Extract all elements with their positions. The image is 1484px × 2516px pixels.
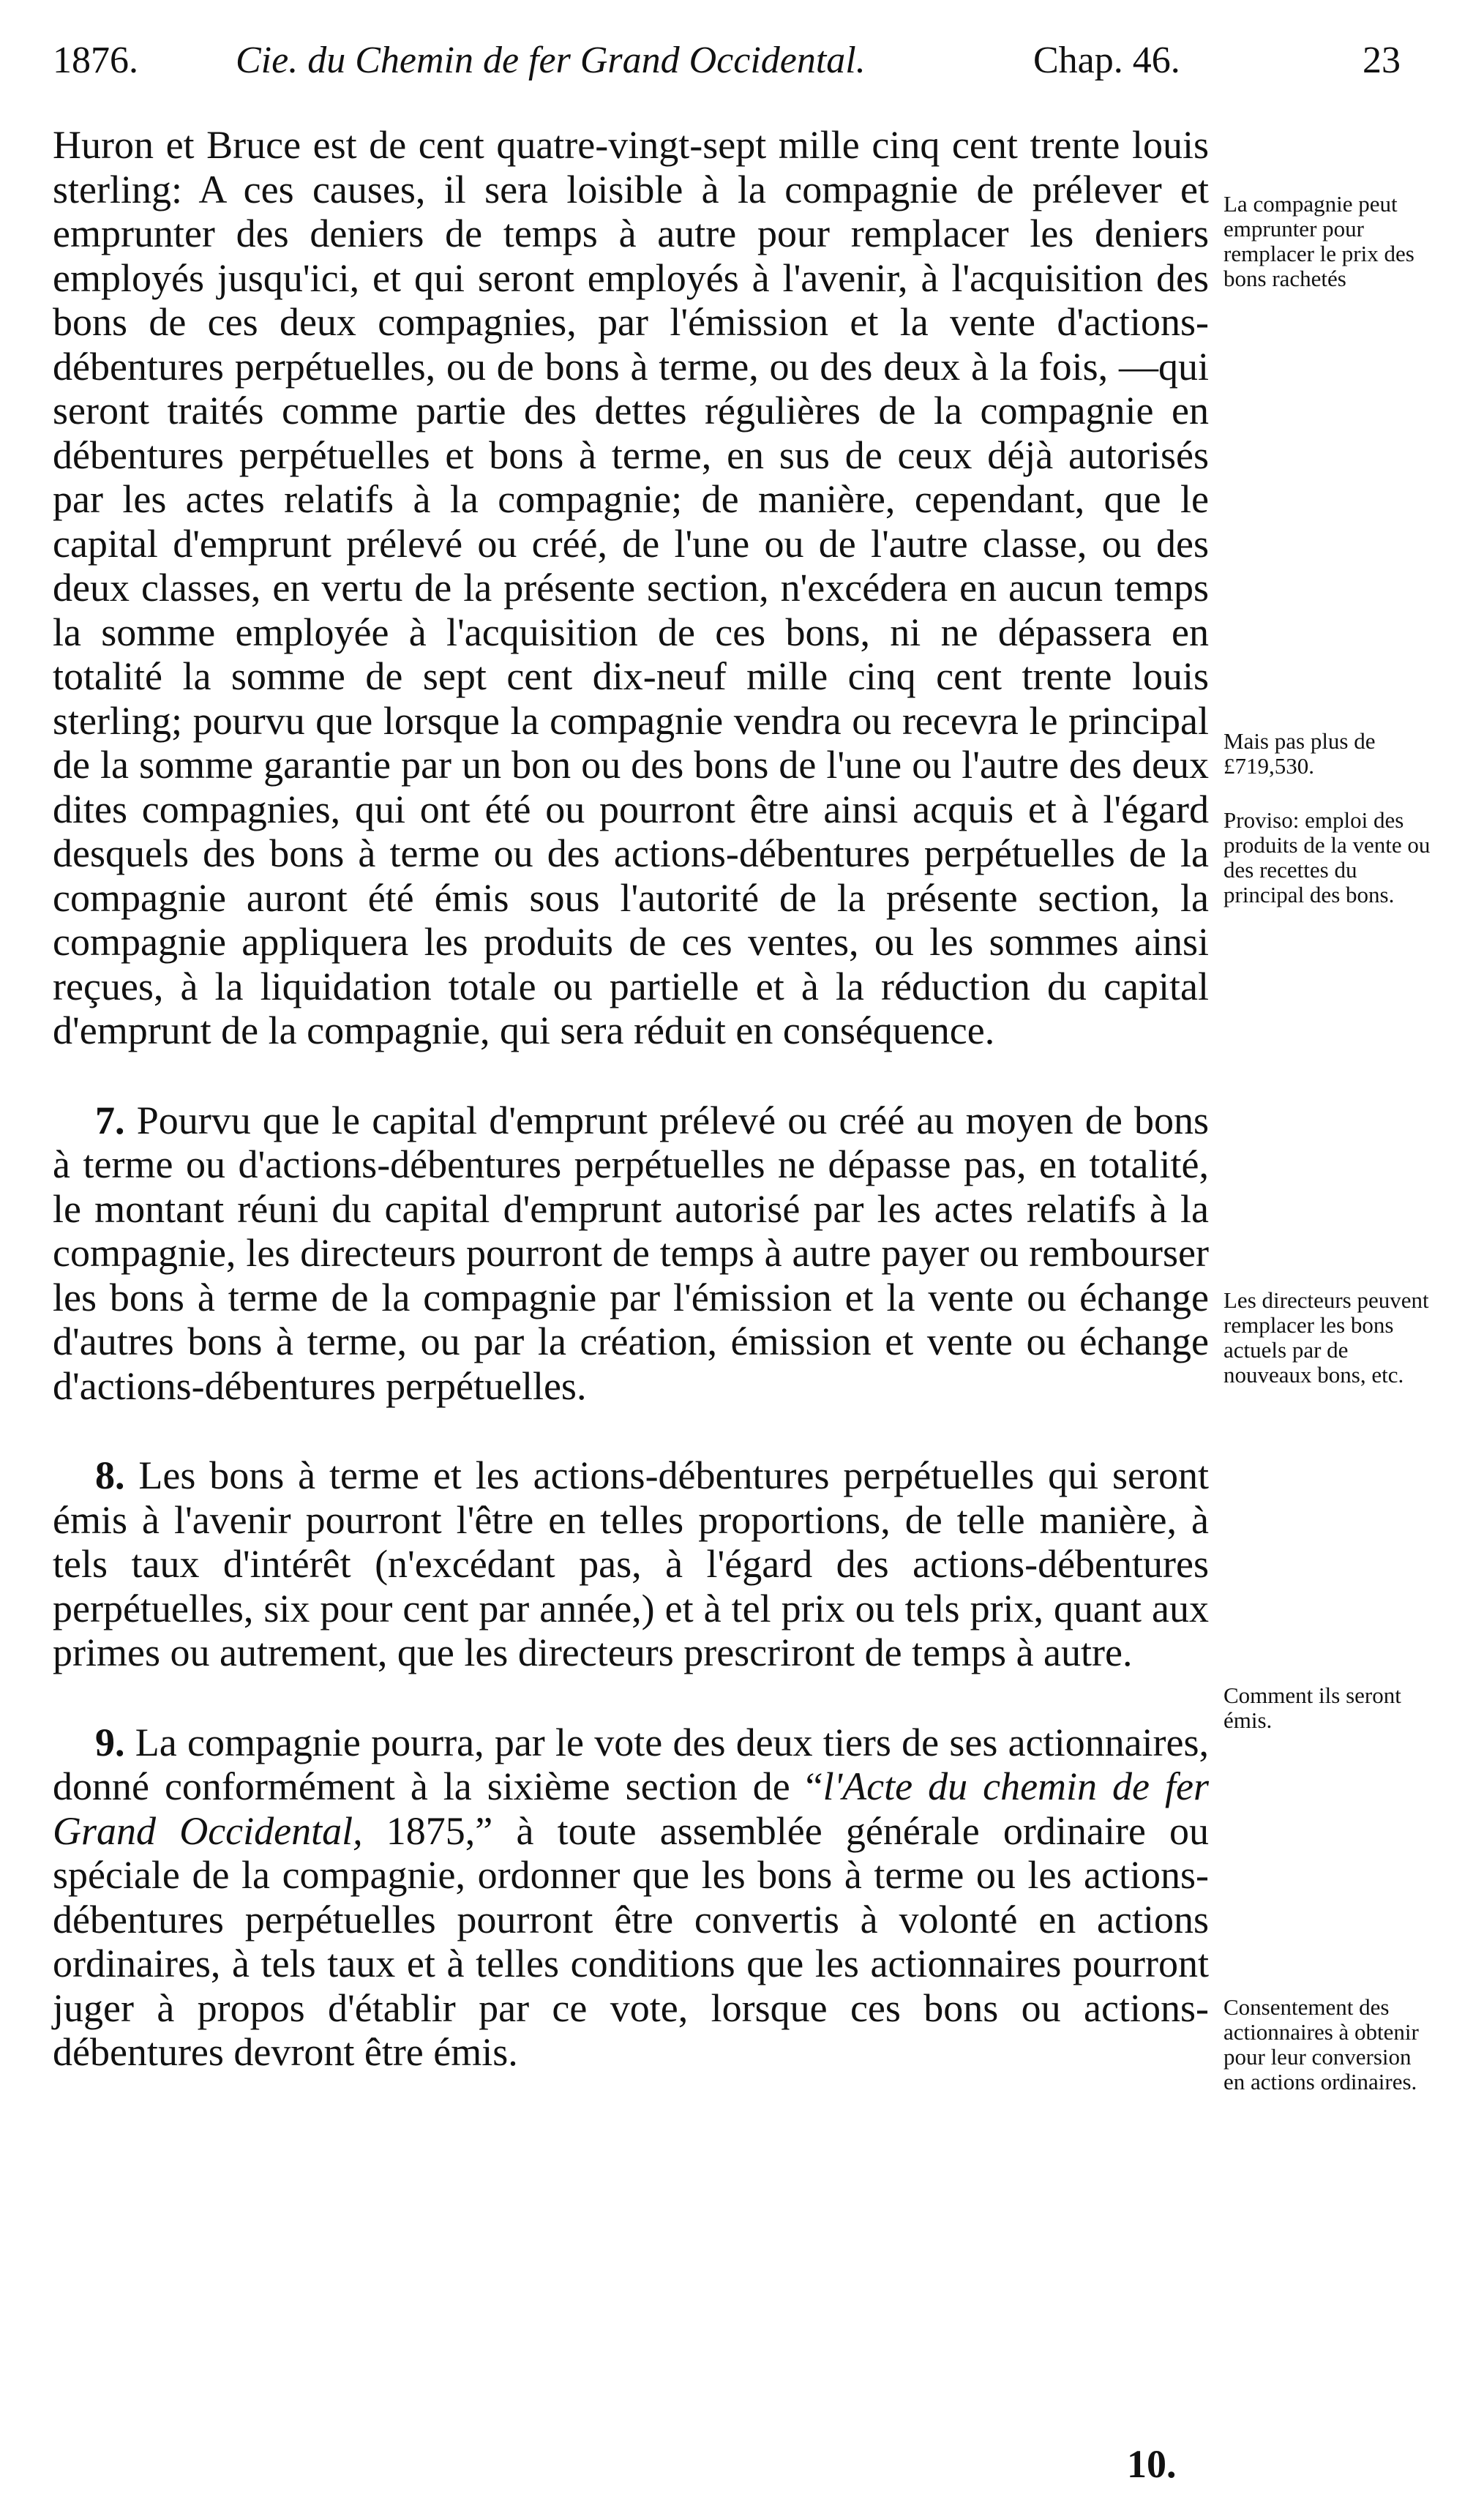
- margin-note-proviso: Proviso: emploi des produits de la vente ou des recettes du principal des bons.: [1223, 807, 1431, 907]
- header-chapter: Chap. 46.: [1033, 40, 1180, 81]
- running-header: [53, 28, 1428, 94]
- section-7: [53, 1098, 1209, 1409]
- margin-note-limit: Mais pas plus de £719,530.: [1223, 728, 1376, 779]
- margin-note-directors: Les directeurs peuvent remplacer les bons actuels par de nouveaux bons, etc.: [1223, 1287, 1429, 1388]
- section-7-text: Pourvu que le capital d'emprunt prélevé ou créé au moyen de bons à terme ou d'actions-débentures perpétuelles ne dépasse pas, en totalité, le montant réuni du capital d'emprunt autorisé par les actes relatifs à la compagnie, les directeurs pourront de temps à autre payer ou rembourser les bons à terme de la compagnie par l'émission et la vente ou échange d'autres bons à terme, ou par la création, émission et vente ou échange d'actions-débentures perpétuelles.: [53, 1098, 1209, 1408]
- section-8: [53, 1453, 1209, 1675]
- margin-note-conversion: Consentement des actionnaires à obtenir pour leur conversion en actions ordinaires.: [1223, 1994, 1419, 2094]
- section-9-number: 9.: [95, 1720, 125, 1764]
- header-title: Cie. du Chemin de fer Grand Occidental.: [236, 40, 866, 81]
- paragraph-continuation: Huron et Bruce est de cent quatre-vingt-sept mille cinq cent trente louis sterling: A ces causes, il sera loisible à la compagnie de prélever et emprunter des deniers de temps à autre pour remplacer les deniers employés jusqu'ici, et qui seront employés à l'avenir, à l'acquisition des bons de ces deux compagnies, par l'émission et la vente d'actions-débentures perpétuelles, ou de bons à terme, ou des deux à la fois, —qui seront traités comme partie des dettes régulières de la compagnie en débentures perpétuelles et bons à terme, en sus de ceux déjà autorisés par les actes relatifs à la compagnie; de manière, cependant, que le capital d'emprunt prélevé ou créé, de l'une ou de l'autre classe, ou des deux classes, en vertu de la présente section, n'excédera en aucun temps la somme employée à l'acquisition de ces bons, ni ne dépassera en totalité la somme de sept cent dix-neuf mille cinq cent trente louis sterling; pourvu que lorsque la compagnie vendra ou recevra le principal de la somme garantie par un bon ou des bons de l'une ou l'autre des deux dites compagnies, qui ont été ou pourront être ainsi acquis et à l'égard desquels des bons à terme ou des actions-débentures perpétuelles de la compagnie auront été émis sous l'autorité de la présente section, la compagnie appliquera les produits de ces ventes, ou les sommes ainsi reçues, à la liquidation totale ou partielle et à la réduction du capital d'emprunt de la compagnie, qui sera réduit en conséquence.: [53, 123, 1209, 1052]
- margin-note-borrowing: La compagnie peut emprunter pour remplacer le prix des bons rachetés: [1223, 191, 1414, 291]
- section-9-text-b: 1875,” à toute assemblée générale ordinaire ou spéciale de la compagnie, ordonner que les bons à terme ou les actions-débentures perpétuelles pourront être convertis à volonté en actions ordinaires, à tels taux et à telles conditions que les actionnaires pourront juger à propos d'établir par ce vote, lorsque ces bons ou actions-débentures devront être émis.: [53, 1808, 1209, 2074]
- catchword: 10.: [1127, 2442, 1177, 2486]
- section-9-text-a: La compagnie pourra, par le vote des deux tiers de ses actionnaires, donné conformément à la sixième section de “: [53, 1720, 1210, 1808]
- main-text: [53, 123, 1209, 2075]
- section-9: [53, 1721, 1209, 2075]
- section-8-text: Les bons à terme et les actions-débentures perpétuelles qui seront émis à l'avenir pourront l'être en telles proportions, de telle manière, à tels taux d'intérêt (n'excédant pas, à l'égard des actions-débentures perpétuelles, six pour cent par année,) et à tel prix ou tels prix, quant aux primes ou autrement, que les directeurs prescriront de temps à autre.: [53, 1453, 1209, 1674]
- page-number: 23: [1363, 40, 1401, 81]
- header-year: 1876.: [53, 40, 138, 81]
- section-8-number: 8.: [95, 1453, 125, 1497]
- section-7-number: 7.: [95, 1098, 125, 1142]
- margin-note-issue: Comment ils seront émis.: [1223, 1682, 1401, 1733]
- act-title: l'Acte du chemin de fer Grand Occidental,: [53, 1764, 1209, 1853]
